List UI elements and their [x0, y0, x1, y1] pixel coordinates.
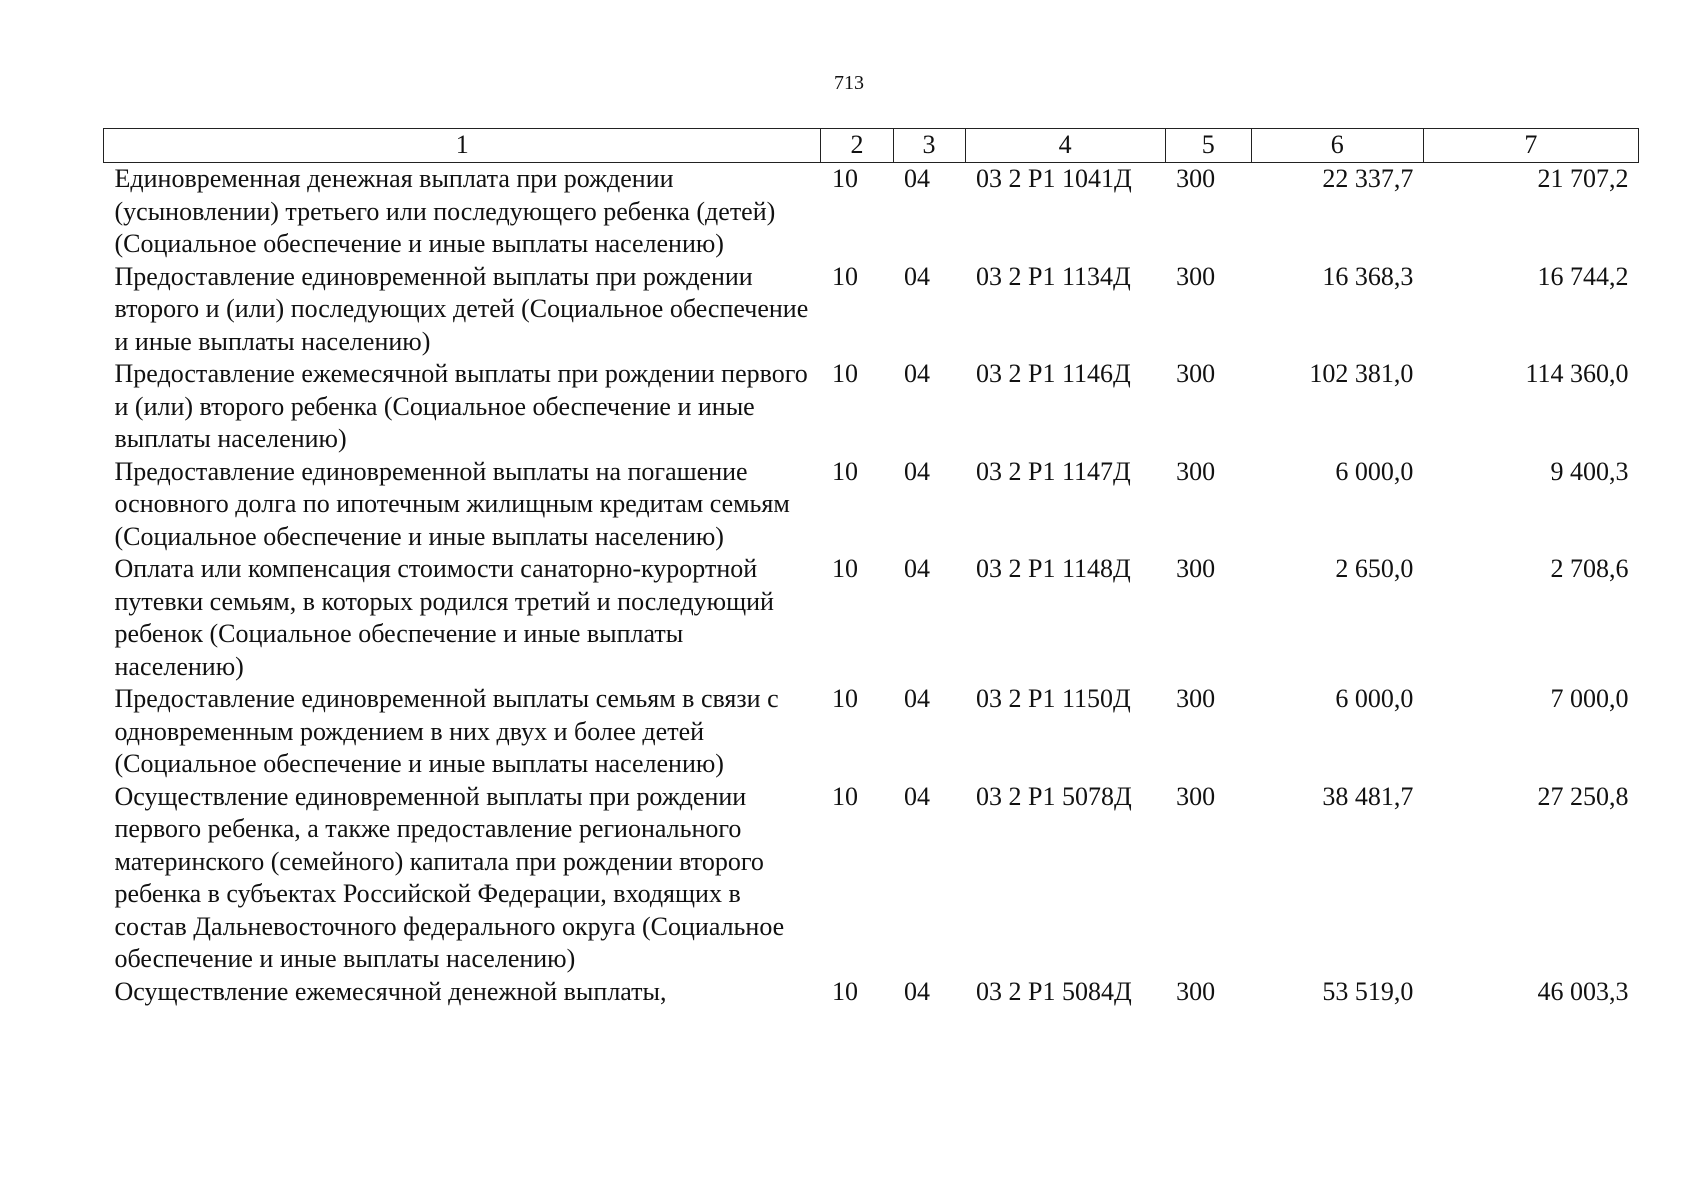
row-subsection: 04	[904, 976, 930, 1006]
column-header-6: 6	[1251, 129, 1423, 163]
row-section: 10	[831, 261, 858, 291]
row-value-2: 16 744,2	[1537, 261, 1629, 291]
row-value-2: 114 360,0	[1525, 359, 1629, 388]
page-number: 713	[834, 72, 864, 94]
table-row	[104, 163, 1639, 261]
row-kind: 300	[1176, 164, 1216, 193]
row-value-1: 22 337,7	[1322, 164, 1414, 193]
row-kind: 300	[1176, 359, 1216, 388]
row-section: 10	[831, 554, 858, 583]
row-code: 03 2 Р1 5078Д	[976, 781, 1132, 811]
budget-table	[103, 128, 1639, 1008]
row-name: Единовременная денежная выплата при рождении (усыновлении) третьего или последующего ребенка (детей) (Социальное обеспечение и иные выплаты населению)	[114, 164, 776, 258]
row-value-1: 6 000,0	[1335, 456, 1414, 486]
row-code: 03 2 Р1 1146Д	[976, 359, 1131, 388]
row-section: 10	[831, 164, 858, 193]
row-name: Предоставление единовременной выплаты на погашение основного долга по ипотечным жилищным кредитам семьям (Социальное обеспечение и иные выплаты населению)	[114, 456, 790, 551]
row-name: Осуществление ежемесячной денежной выплаты,	[114, 976, 667, 1006]
row-value-1: 38 481,7	[1322, 781, 1414, 811]
table-row	[104, 976, 1639, 1009]
row-code: 03 2 Р1 1147Д	[976, 456, 1131, 486]
row-section: 10	[831, 684, 858, 713]
row-name: Оплата или компенсация стоимости санаторно-курортной путевки семьям, в которых родился третий и последующий ребенок (Социальное обеспечение и иные выплаты населению)	[114, 554, 774, 681]
row-section: 10	[831, 456, 858, 486]
table-row	[104, 553, 1639, 683]
row-subsection: 04	[904, 781, 930, 811]
table-row	[104, 358, 1639, 456]
row-subsection: 04	[904, 261, 930, 291]
row-name: Предоставление единовременной выплаты семьям в связи с одновременным рождением в них двух и более детей (Социальное обеспечение и иные выплаты населению)	[114, 684, 779, 778]
column-header-7: 7	[1423, 129, 1638, 163]
row-value-1: 6 000,0	[1335, 684, 1414, 713]
row-name: Предоставление ежемесячной выплаты при рождении первого и (или) второго ребенка (Социальное обеспечение и иные выплаты населению)	[114, 359, 808, 453]
row-name: Осуществление единовременной выплаты при рождении первого ребенка, а также предоставление регионального материнского (семейного) капитала при рождении второго ребенка в субъектах Российской Федерации, входящих в состав Дальневосточного федерального округа (Социальное обеспечение и иные выплаты населению)	[114, 781, 785, 973]
row-value-2: 27 250,8	[1537, 781, 1629, 811]
row-code: 03 2 Р1 1041Д	[976, 164, 1132, 193]
row-kind: 300	[1176, 554, 1216, 583]
row-section: 10	[831, 359, 858, 388]
row-kind: 300	[1176, 261, 1216, 291]
row-value-2: 2 708,6	[1550, 554, 1629, 583]
row-value-1: 16 368,3	[1322, 261, 1414, 291]
column-header-5: 5	[1165, 129, 1251, 163]
row-value-2: 46 003,3	[1537, 976, 1629, 1006]
row-subsection: 04	[904, 456, 930, 486]
column-header-4: 4	[965, 129, 1165, 163]
row-code: 03 2 Р1 1134Д	[976, 261, 1131, 291]
row-value-2: 9 400,3	[1550, 456, 1629, 486]
row-section: 10	[831, 976, 858, 1006]
row-value-1: 53 519,0	[1322, 976, 1414, 1006]
row-code: 03 2 Р1 1150Д	[976, 684, 1131, 713]
row-value-2: 21 707,2	[1537, 164, 1629, 193]
row-value-2: 7 000,0	[1550, 684, 1629, 713]
row-kind: 300	[1176, 976, 1216, 1006]
row-subsection: 04	[904, 684, 930, 713]
row-section: 10	[831, 781, 858, 811]
table-row	[104, 683, 1639, 781]
row-code: 03 2 Р1 1148Д	[976, 554, 1131, 583]
row-subsection: 04	[904, 164, 930, 193]
column-header-3: 3	[893, 129, 965, 163]
table-row	[104, 456, 1639, 554]
table-row	[104, 261, 1639, 359]
table-row	[104, 781, 1639, 976]
column-header-1: 1	[104, 129, 821, 163]
table-header-row	[104, 129, 1639, 163]
row-value-1: 2 650,0	[1335, 554, 1414, 583]
row-subsection: 04	[904, 359, 930, 388]
row-kind: 300	[1176, 456, 1216, 486]
row-subsection: 04	[904, 554, 930, 583]
row-kind: 300	[1176, 684, 1216, 713]
row-code: 03 2 Р1 5084Д	[976, 976, 1132, 1006]
column-header-2: 2	[821, 129, 893, 163]
row-kind: 300	[1176, 781, 1216, 811]
row-value-1: 102 381,0	[1309, 359, 1414, 388]
row-name: Предоставление единовременной выплаты при рождении второго и (или) последующих детей (Социальное обеспечение и иные выплаты населению)	[114, 261, 809, 356]
